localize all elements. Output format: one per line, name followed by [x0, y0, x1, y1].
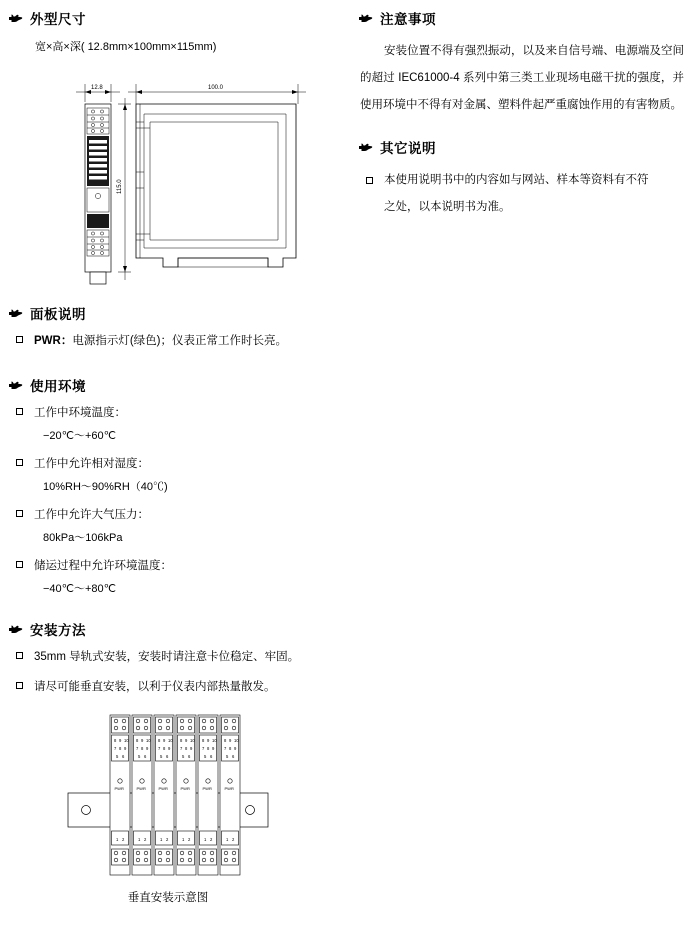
svg-text:8: 8: [207, 746, 210, 751]
svg-text:10: 10: [234, 738, 239, 743]
svg-text:2: 2: [188, 837, 191, 842]
svg-text:7: 7: [136, 746, 139, 751]
svg-text:1: 1: [116, 837, 119, 842]
svg-text:9: 9: [190, 746, 193, 751]
square-bullet-icon: [16, 459, 23, 466]
list-item: [358, 167, 688, 221]
panel-item-desc: 电源指示灯(绿色)；仪表正常工作时长亮。: [72, 335, 288, 347]
svg-text:1: 1: [160, 837, 163, 842]
env-item-label: 工作中允许相对湿度：: [34, 458, 149, 470]
list-item: [8, 679, 348, 695]
svg-text:10: 10: [190, 738, 195, 743]
svg-text:5: 5: [204, 754, 207, 759]
square-bullet-icon: [16, 408, 23, 415]
panel-item-text: [34, 333, 287, 349]
list-item: [8, 333, 348, 349]
svg-text:2: 2: [210, 837, 213, 842]
install-item-text: 35mm 导轨式安装，安装时请注意卡位稳定、牢固。: [34, 651, 300, 663]
section-heading-dimensions: [8, 8, 348, 28]
svg-text:9: 9: [146, 746, 149, 751]
square-bullet-icon: [16, 336, 23, 343]
svg-text:8: 8: [136, 738, 139, 743]
svg-text:6: 6: [232, 754, 235, 759]
svg-text:1: 1: [182, 837, 185, 842]
svg-text:8: 8: [185, 746, 188, 751]
svg-text:115.0: 115.0: [117, 179, 123, 194]
svg-text:12.8: 12.8: [91, 85, 103, 91]
svg-text:2: 2: [144, 837, 147, 842]
svg-text:10: 10: [124, 738, 129, 743]
section-heading-panel: [8, 303, 348, 323]
square-bullet-icon: [16, 561, 23, 568]
svg-text:1: 1: [204, 837, 207, 842]
svg-text:9: 9: [163, 738, 166, 743]
env-item-value: −20℃～+60℃: [43, 430, 117, 442]
svg-text:10: 10: [212, 738, 217, 743]
svg-text:PWR: PWR: [158, 786, 168, 791]
svg-text:9: 9: [119, 738, 122, 743]
svg-text:8: 8: [163, 746, 166, 751]
pointing-hand-icon: [8, 379, 23, 392]
svg-text:7: 7: [114, 746, 117, 751]
svg-text:9: 9: [212, 746, 215, 751]
svg-text:6: 6: [166, 754, 169, 759]
section-heading-other: [358, 137, 688, 157]
env-item-label: 工作中允许大气压力：: [34, 509, 149, 521]
svg-text:8: 8: [141, 746, 144, 751]
svg-text:6: 6: [144, 754, 147, 759]
env-item-value: −40℃～+80℃: [43, 583, 117, 595]
svg-text:9: 9: [141, 738, 144, 743]
svg-text:7: 7: [224, 746, 227, 751]
svg-text:9: 9: [168, 746, 171, 751]
svg-text:PWR: PWR: [136, 786, 146, 791]
svg-text:8: 8: [224, 738, 227, 743]
section-title-text: 安装方法: [30, 623, 86, 638]
svg-text:9: 9: [207, 738, 210, 743]
svg-text:10: 10: [146, 738, 151, 743]
section-heading-installation: [8, 619, 348, 639]
section-heading-notice: [358, 8, 688, 28]
svg-text:9: 9: [229, 738, 232, 743]
figure-caption: 垂直安装示意图: [127, 892, 209, 904]
svg-text:6: 6: [122, 754, 125, 759]
svg-text:5: 5: [226, 754, 229, 759]
svg-text:9: 9: [124, 746, 127, 751]
panel-item-label: PWR：: [34, 335, 73, 347]
svg-text:7: 7: [202, 746, 205, 751]
svg-text:8: 8: [229, 746, 232, 751]
svg-text:10: 10: [168, 738, 173, 743]
svg-text:8: 8: [180, 738, 183, 743]
section-title-text: 其它说明: [380, 141, 436, 156]
other-item-text: 本使用说明书中的内容如与网站、样本等资料有不符之处，以本说明书为准。: [384, 174, 649, 213]
section-title-text: 外型尺寸: [30, 12, 86, 27]
svg-text:2: 2: [166, 837, 169, 842]
notice-paragraph: 安装位置不得有强烈振动，以及来自信号端、电源端及空间的超过 IEC61000-4 系列中第三类工业现场电磁干扰的强度，并使用环境中不得有对金属、塑料件起严重腐蚀作用的有害物质。: [360, 45, 684, 111]
list-item: [8, 649, 348, 665]
svg-text:8: 8: [114, 738, 117, 743]
svg-text:2: 2: [122, 837, 125, 842]
list-item: [8, 456, 348, 472]
svg-text:PWR: PWR: [202, 786, 212, 791]
svg-text:8: 8: [202, 738, 205, 743]
install-item-text: 请尽可能垂直安装，以利于仪表内部热量散发。: [34, 681, 276, 693]
left-column: [8, 8, 348, 904]
svg-text:7: 7: [158, 746, 161, 751]
dimension-drawing: [28, 62, 328, 297]
svg-text:5: 5: [116, 754, 119, 759]
square-bullet-icon: [16, 510, 23, 517]
svg-text:PWR: PWR: [114, 786, 124, 791]
svg-text:PWR: PWR: [224, 786, 234, 791]
svg-text:8: 8: [158, 738, 161, 743]
svg-text:1: 1: [138, 837, 141, 842]
env-item-label: 工作中环境温度：: [34, 407, 126, 419]
svg-text:PWR: PWR: [180, 786, 190, 791]
pointing-hand-icon: [8, 623, 23, 636]
section-heading-environment: [8, 375, 348, 395]
svg-text:9: 9: [185, 738, 188, 743]
svg-text:8: 8: [119, 746, 122, 751]
dimension-caption: 宽×高×深( 12.8mm×100mm×115mm): [35, 41, 217, 53]
svg-text:1: 1: [226, 837, 229, 842]
square-bullet-icon: [16, 652, 23, 659]
svg-text:2: 2: [232, 837, 235, 842]
svg-text:6: 6: [210, 754, 213, 759]
svg-text:5: 5: [138, 754, 141, 759]
installation-diagram: [18, 705, 328, 904]
square-bullet-icon: [16, 682, 23, 689]
svg-text:5: 5: [160, 754, 163, 759]
env-item-label: 储运过程中允许环境温度：: [34, 560, 172, 572]
pointing-hand-icon: [8, 307, 23, 320]
svg-text:7: 7: [180, 746, 183, 751]
svg-text:100.0: 100.0: [208, 85, 224, 91]
section-title-text: 注意事项: [380, 12, 436, 27]
env-item-value: 10%RH～90%RH（40℃): [43, 481, 168, 493]
list-item: [8, 558, 348, 574]
pointing-hand-icon: [358, 141, 373, 154]
pointing-hand-icon: [358, 12, 373, 25]
section-title-text: 使用环境: [30, 379, 86, 394]
svg-text:5: 5: [182, 754, 185, 759]
section-title-text: 面板说明: [30, 307, 86, 322]
svg-text:6: 6: [188, 754, 191, 759]
env-item-value: 80kPa～106kPa: [43, 532, 123, 544]
right-column: [358, 8, 688, 228]
svg-text:9: 9: [234, 746, 237, 751]
list-item: [8, 507, 348, 523]
pointing-hand-icon: [8, 12, 23, 25]
square-bullet-icon: [366, 177, 373, 184]
list-item: [8, 405, 348, 421]
